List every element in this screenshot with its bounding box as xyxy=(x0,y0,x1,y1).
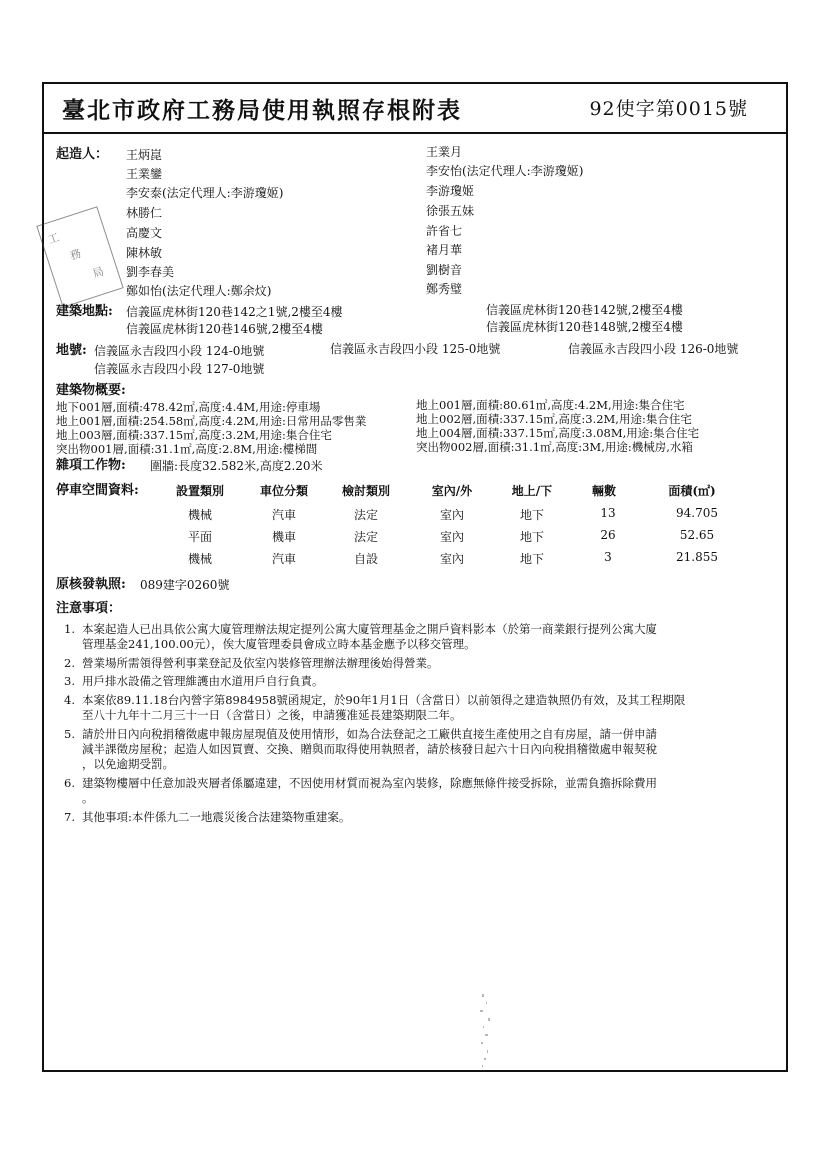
parking-cell: 室內 xyxy=(439,508,464,522)
applicant-right: 王業月 xyxy=(426,145,463,159)
note-line: ，以免逾期受罰。 xyxy=(82,757,174,771)
permit-number: 92使字第0015號 xyxy=(589,98,748,120)
applicant-left: 王炳崑 xyxy=(126,148,163,162)
land-item: 信義區永吉段四小段 124-0地號 xyxy=(94,344,265,358)
parking-cell: 汽車 xyxy=(271,552,296,566)
applicant-left: 李安泰(法定代理人:李游瓊姬) xyxy=(126,186,284,200)
note-line: 。 xyxy=(82,791,94,805)
note-number: 2. xyxy=(64,656,75,670)
note-line: 減半課徵房屋稅；起造人如因買賣、交換、贈與而取得使用執照者，請於核發日起六十日內向稅捐稽徵處申報契稅 xyxy=(82,742,657,756)
notes-label: 注意事項： xyxy=(56,601,122,616)
parking-header: 地上/下 xyxy=(511,484,553,498)
parking-cell: 地下 xyxy=(519,508,544,522)
site-address-label: 建築地點: xyxy=(56,304,113,319)
applicant-left: 林勝仁 xyxy=(126,206,163,220)
note-line: 本案起造人已出具依公寓大廈管理辦法規定提列公寓大廈管理基金之開戶資料影本（於第一商業銀行提列公寓大廈 xyxy=(82,622,657,636)
building-floor-right: 地上002層,面積:337.15㎡,高度:3.2M,用途:集合住宅 xyxy=(416,412,692,426)
document-title: 臺北市政府工務局使用執照存根附表 xyxy=(62,97,462,124)
applicant-right: 徐張五妹 xyxy=(426,204,475,218)
title-row xyxy=(42,82,788,134)
parking-cell: 機械 xyxy=(187,552,212,566)
building-floor-left: 地上003層,面積:337.15㎡,高度:3.2M,用途:集合住宅 xyxy=(56,428,332,442)
building-floor-right: 地上001層,面積:80.61㎡,高度:4.2M,用途:集合住宅 xyxy=(416,398,685,412)
original-permit-label: 原核發執照: xyxy=(56,577,126,592)
note-number: 1. xyxy=(64,622,75,636)
scan-noise xyxy=(470,990,500,1070)
applicant-left: 王業鑾 xyxy=(126,167,163,181)
note-line: 其他事項:本件係九二一地震災後合法建築物重建案。 xyxy=(82,810,351,824)
parking-cell: 機械 xyxy=(187,508,212,522)
faint-stamp: 工 務 局 xyxy=(36,206,123,308)
building-floor-left: 地下001層,面積:478.42㎡,高度:4.4M,用途:停車場 xyxy=(56,400,321,414)
original-permit-value: 089建字0260號 xyxy=(140,578,230,592)
building-floor-right: 地上004層,面積:337.15㎡,高度:3.08M,用途:集合住宅 xyxy=(416,426,700,440)
parking-cell: 3 xyxy=(604,550,612,564)
parking-cell: 自設 xyxy=(353,552,378,566)
parking-cell: 機車 xyxy=(271,530,296,544)
applicant-left: 鄭如怡(法定代理人:鄭余炆) xyxy=(126,284,272,298)
parking-cell: 94.705 xyxy=(676,506,718,520)
building-floor-left: 突出物001層,面積:31.1㎡,高度:2.8M,用途:樓梯間 xyxy=(56,442,318,456)
note-number: 3. xyxy=(64,674,75,688)
building-summary-label: 建築物概要: xyxy=(56,383,126,398)
parking-cell: 室內 xyxy=(439,530,464,544)
applicants-label: 起造人： xyxy=(56,147,109,162)
applicant-right: 鄭秀璧 xyxy=(426,282,463,296)
parking-cell: 26 xyxy=(600,528,616,542)
note-line: 至八十九年十二月三十一日（含當日）之後，申請獲准延長建築期限二年。 xyxy=(82,708,462,722)
applicant-right: 許省七 xyxy=(426,224,463,238)
parking-label: 停車空間資料: xyxy=(56,483,139,498)
building-floor-right: 突出物002層,面積:31.1㎡,高度:3M,用途:機械房,水箱 xyxy=(416,440,693,454)
note-line: 營業場所需領得營利事業登記及依室內裝修管理辦法辦理後始得營業。 xyxy=(82,656,439,670)
parking-header: 室內/外 xyxy=(431,484,473,498)
applicant-left: 劉李春美 xyxy=(126,265,175,279)
site-address-item: 信義區虎林街120巷148號,2樓至4樓 xyxy=(486,320,683,334)
site-address-item: 信義區虎林街120巷142之1號,2樓至4樓 xyxy=(126,305,343,319)
note-number: 7. xyxy=(64,810,75,824)
parking-cell: 地下 xyxy=(519,530,544,544)
misc-work-value: 圍牆:長度32.582米,高度2.20米 xyxy=(150,459,323,473)
parking-header: 檢討類別 xyxy=(341,484,390,498)
note-number: 6. xyxy=(64,776,75,790)
note-number: 5. xyxy=(64,727,75,741)
applicant-left: 陳林敏 xyxy=(126,246,163,260)
site-address-item: 信義區虎林街120巷146號,2樓至4樓 xyxy=(126,322,323,336)
parking-cell: 室內 xyxy=(439,552,464,566)
applicant-left: 高慶文 xyxy=(126,226,163,240)
parking-header: 設置類別 xyxy=(175,484,224,498)
applicant-right: 李游瓊姬 xyxy=(426,184,475,198)
note-number: 4. xyxy=(64,693,75,707)
applicant-right: 劉樹音 xyxy=(426,263,463,277)
parking-cell: 21.855 xyxy=(676,550,718,564)
note-line: 請於卅日內向稅捐稽徵處申報房屋現值及使用情形，如為合法登記之工廠供直接生產使用之自有房屋，請一併申請 xyxy=(82,727,657,741)
note-line: 管理基金241,100.00元），俟大廈管理委員會成立時本基金應予以移交管理。 xyxy=(82,637,476,651)
parking-cell: 法定 xyxy=(353,508,378,522)
land-item: 信義區永吉段四小段 126-0地號 xyxy=(568,342,739,356)
parking-cell: 13 xyxy=(600,506,616,520)
building-floor-left: 地上001層,面積:254.58㎡,高度:4.2M,用途:日常用品零售業 xyxy=(56,414,367,428)
parking-cell: 地下 xyxy=(519,552,544,566)
parking-cell: 汽車 xyxy=(271,508,296,522)
applicant-right: 褚月華 xyxy=(426,243,463,257)
note-line: 建築物樓層中任意加設夾層者係屬違建，不因使用材質而視為室內裝修，除應無條件接受拆除，並需負擔拆除費用 xyxy=(82,776,657,790)
parking-header: 面積(㎡) xyxy=(668,484,716,498)
land-item: 信義區永吉段四小段 127-0地號 xyxy=(94,362,265,376)
parking-cell: 平面 xyxy=(187,530,212,544)
note-line: 本案依89.11.18台內營字第8984958號函規定，於90年1月1日（含當日）以前領得之建造執照仍有效，及其工程期限 xyxy=(82,693,686,707)
parking-header: 車位分類 xyxy=(259,484,308,498)
applicant-right: 李安怡(法定代理人:李游瓊姬) xyxy=(426,164,584,178)
parking-cell: 52.65 xyxy=(679,528,715,542)
parking-header: 輛數 xyxy=(591,484,616,498)
misc-work-label: 雜項工作物: xyxy=(56,458,126,473)
land-label: 地號: xyxy=(56,343,87,358)
parking-cell: 法定 xyxy=(353,530,378,544)
note-line: 用戶排水設備之管理維護由水道用戶自行負責。 xyxy=(82,674,324,688)
land-item: 信義區永吉段四小段 125-0地號 xyxy=(330,342,501,356)
site-address-item: 信義區虎林街120巷142號,2樓至4樓 xyxy=(486,303,683,317)
